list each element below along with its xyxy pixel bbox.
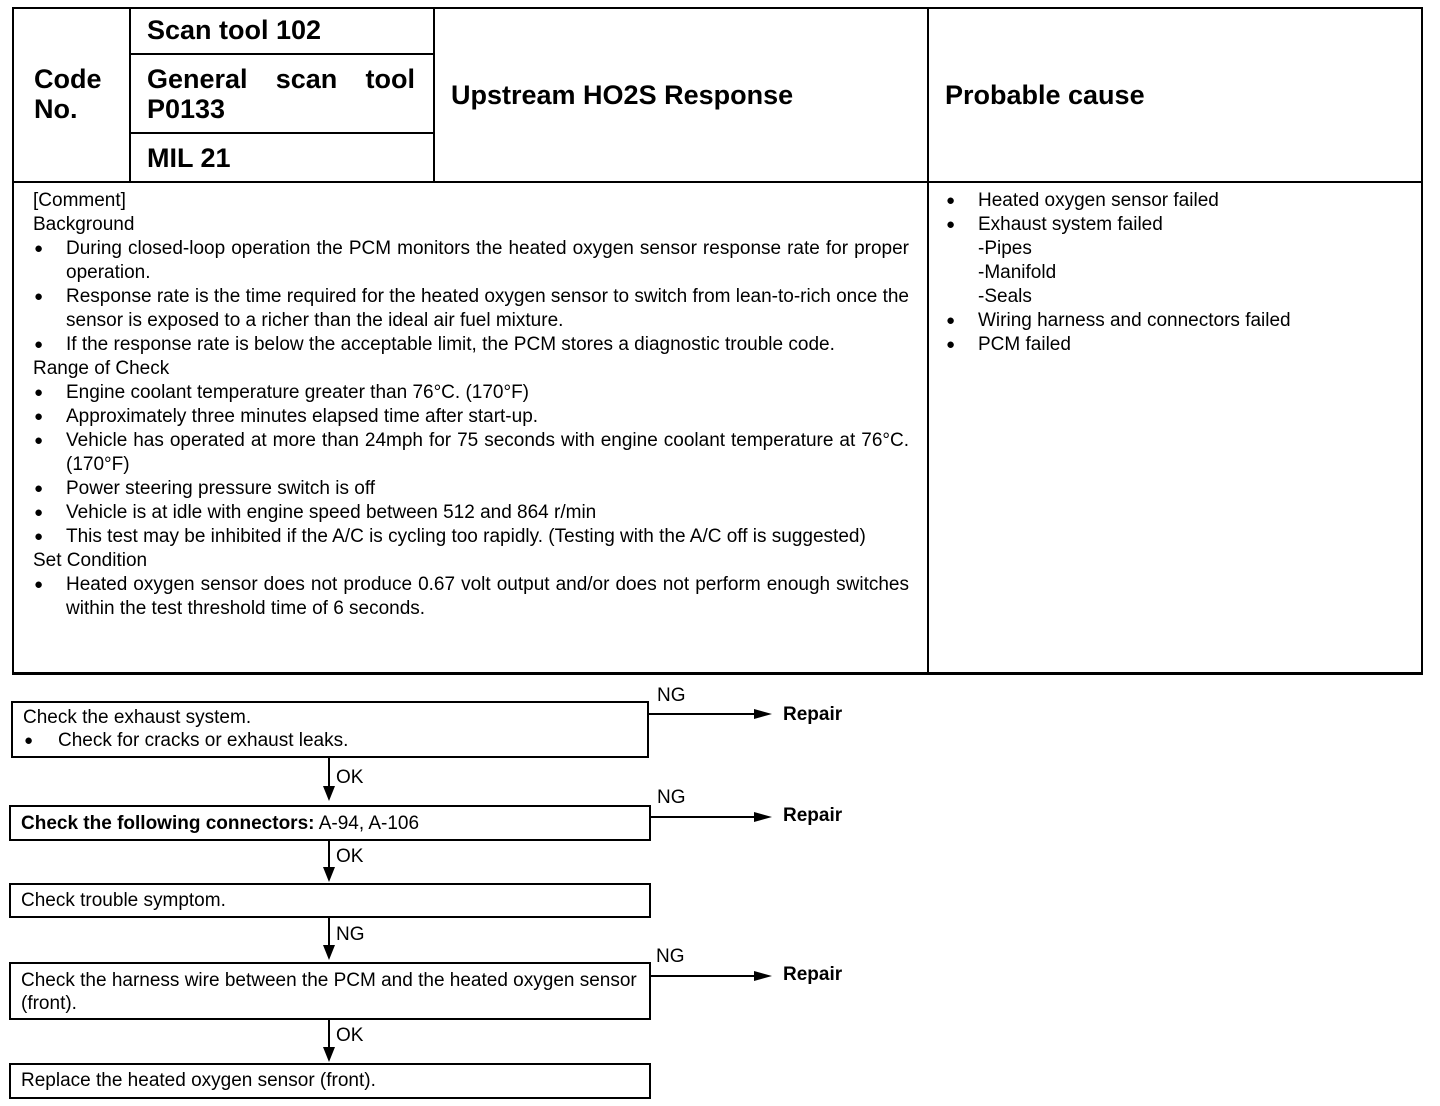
- repair-label: Repair: [783, 704, 843, 725]
- mil-code: MIL 21: [147, 143, 231, 173]
- list-item: ● If the response rate is below the acceptable limit, the PCM stores a diagnostic trouble code.: [33, 333, 909, 357]
- list-item: ● Heated oxygen sensor does not produce 0.67 volt output and/or does not perform enough switches within the test threshold time of 6 seconds.: [33, 573, 909, 621]
- sub-item: -Seals: [978, 286, 1032, 307]
- sub-item: -Manifold: [978, 262, 1057, 283]
- page-title: Upstream HO2S Response: [451, 80, 794, 110]
- step-check-symptom: [9, 883, 651, 918]
- set-condition-heading: Set Condition: [33, 550, 148, 571]
- ok-label: OK: [336, 767, 364, 788]
- step-check-exhaust: [11, 701, 649, 758]
- step-text: Replace the heated oxygen sensor (front).: [21, 1070, 376, 1091]
- step-connectors-label: Check the following connectors:: [21, 813, 315, 834]
- step-title: Check the exhaust system.: [23, 707, 252, 728]
- ok-label: OK: [336, 1025, 364, 1046]
- list-item: ● Heated oxygen sensor failed: [945, 189, 1405, 213]
- ng-label: NG: [656, 946, 685, 967]
- code-no-heading: Code No.: [34, 64, 102, 124]
- list-item: ● Power steering pressure switch is off: [33, 477, 909, 501]
- ng-label: NG: [336, 924, 365, 945]
- repair-label: Repair: [783, 805, 843, 826]
- comment-label: [Comment]: [33, 190, 126, 211]
- sub-item: -Pipes: [978, 238, 1032, 259]
- probable-cause-heading: Probable cause: [945, 80, 1145, 110]
- list-item: ● During closed-loop operation the PCM monitors the heated oxygen sensor response rate for proper operation.: [33, 237, 909, 285]
- ng-label: NG: [657, 685, 686, 706]
- list-item: ● Wiring harness and connectors failed: [945, 309, 1405, 333]
- step-bullet: ● Check for cracks or exhaust leaks.: [23, 729, 637, 752]
- step-connectors-ids: A-94, A-106: [314, 813, 420, 834]
- list-item: ● This test may be inhibited if the A/C is cycling too rapidly. (Testing with the A/C off is suggested): [33, 525, 909, 549]
- list-item: ● Vehicle has operated at more than 24mph for 75 seconds with engine coolant temperature at 76°C. (170°F): [33, 429, 909, 477]
- list-item: ● Engine coolant temperature greater than 76°C. (170°F): [33, 381, 909, 405]
- list-item: ● Approximately three minutes elapsed time after start-up.: [33, 405, 909, 429]
- ng-label: NG: [657, 787, 686, 808]
- background-heading: Background: [33, 214, 135, 235]
- repair-label: Repair: [783, 964, 843, 985]
- list-item: ● Response rate is the time required for the heated oxygen sensor to switch from lean-to-rich once the sensor is exposed to a richer than the ideal air fuel mixture.: [33, 285, 909, 333]
- step-text: Check trouble symptom.: [21, 890, 226, 911]
- general-scan-tool-code: General scan tool P0133: [147, 64, 415, 124]
- scan-tool-code: Scan tool 102: [147, 15, 322, 45]
- step-replace-sensor: [9, 1063, 651, 1099]
- range-heading: Range of Check: [33, 358, 170, 379]
- step-text: Check the harness wire between the PCM and the heated oxygen sensor (front).: [21, 970, 637, 1014]
- list-item: ● Vehicle is at idle with engine speed between 512 and 864 r/min: [33, 501, 909, 525]
- list-item: ● Exhaust system failed: [945, 213, 1405, 237]
- ok-label: OK: [336, 846, 364, 867]
- step-check-harness: [9, 962, 651, 1020]
- step-check-connectors: [9, 805, 651, 841]
- list-item: ● PCM failed: [945, 333, 1405, 357]
